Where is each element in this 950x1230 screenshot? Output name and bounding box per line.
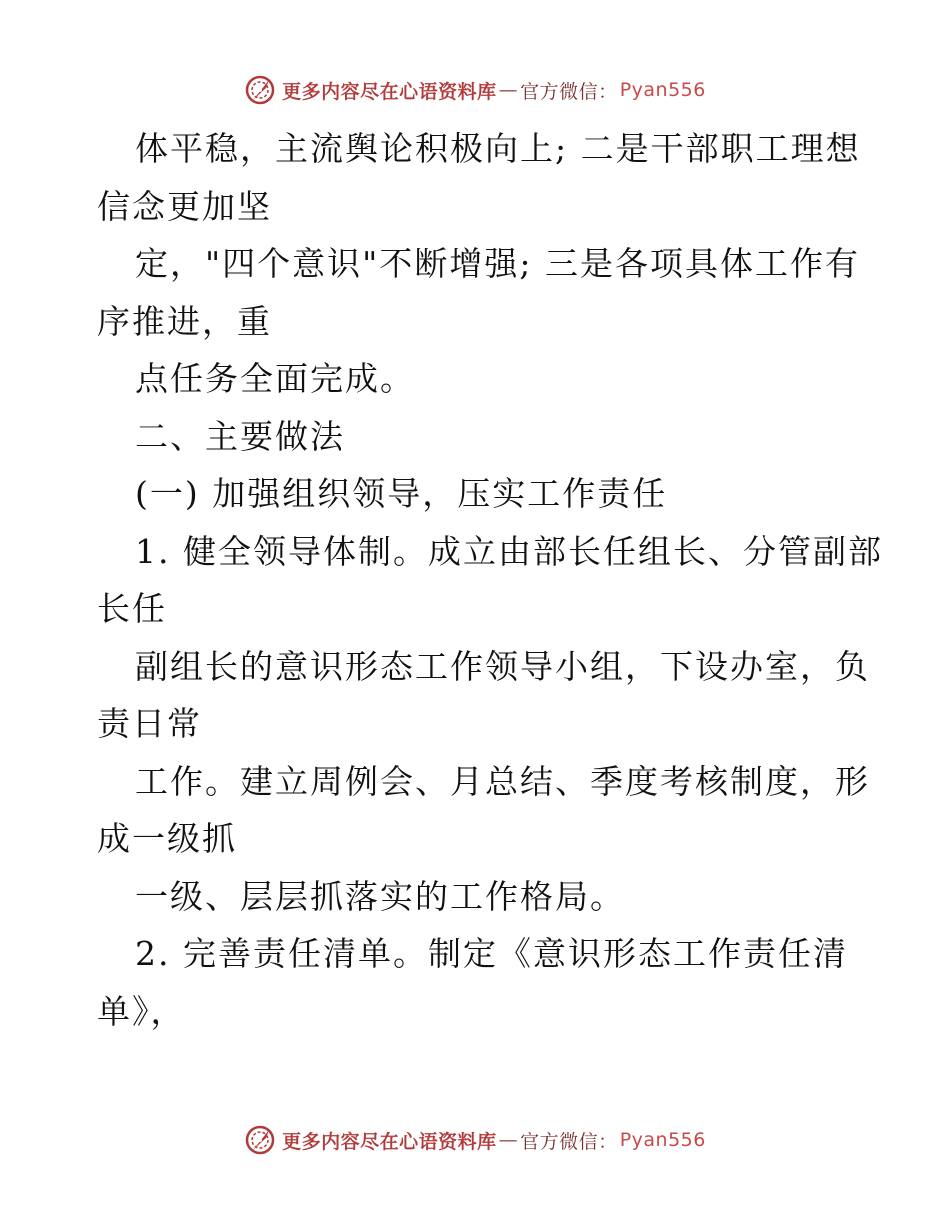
body-line: 副组长的意识形态工作领导小组，下设办室，负 [135, 646, 870, 686]
body-line: 成一级抓 [97, 819, 237, 858]
document-body [97, 120, 883, 1040]
body-line: 定，"四个意识"不断增强; 三是各项具体工作有 [135, 244, 860, 283]
body-line: 一级、层层抓落实的工作格局。 [135, 876, 625, 916]
watermark-official-label: 官方微信： [520, 1130, 618, 1153]
quill-logo-icon [244, 74, 276, 106]
footer-watermark [0, 1120, 950, 1160]
watermark-wechat-id: Pyan556 [619, 1129, 706, 1151]
body-line: 体平稳，主流舆论积极向上; 二是干部职工理想 [135, 129, 861, 168]
body-line: 工作。建立周例会、月总结、季度考核制度，形 [135, 761, 870, 801]
subsection-heading: (一) 加强组织领导，压实工作责任 [135, 474, 668, 513]
body-line: 2. 完善责任清单。制定《意识形态工作责任清 [135, 934, 848, 973]
body-line: 长任 [97, 589, 167, 628]
body-line: 信念更加坚 [97, 186, 272, 226]
header-watermark [0, 70, 950, 110]
watermark-official-label: 官方微信： [520, 80, 618, 103]
watermark-text: 更多内容尽在心语资料库 [282, 1130, 497, 1153]
watermark-text: 更多内容尽在心语资料库 [282, 80, 497, 103]
body-line: 1. 健全领导体制。成立由部长任组长、分管副部 [135, 531, 883, 571]
section-heading: 二、主要做法 [135, 416, 345, 456]
watermark-separator: — [498, 79, 519, 101]
body-line: 点任务全面完成。 [135, 359, 415, 398]
body-line: 序推进，重 [97, 301, 272, 341]
body-line: 责日常 [97, 704, 202, 743]
quill-logo-icon [244, 1124, 276, 1156]
watermark-separator: — [498, 1129, 519, 1151]
body-line: 单》， [97, 991, 186, 1031]
watermark-wechat-id: Pyan556 [619, 79, 706, 101]
